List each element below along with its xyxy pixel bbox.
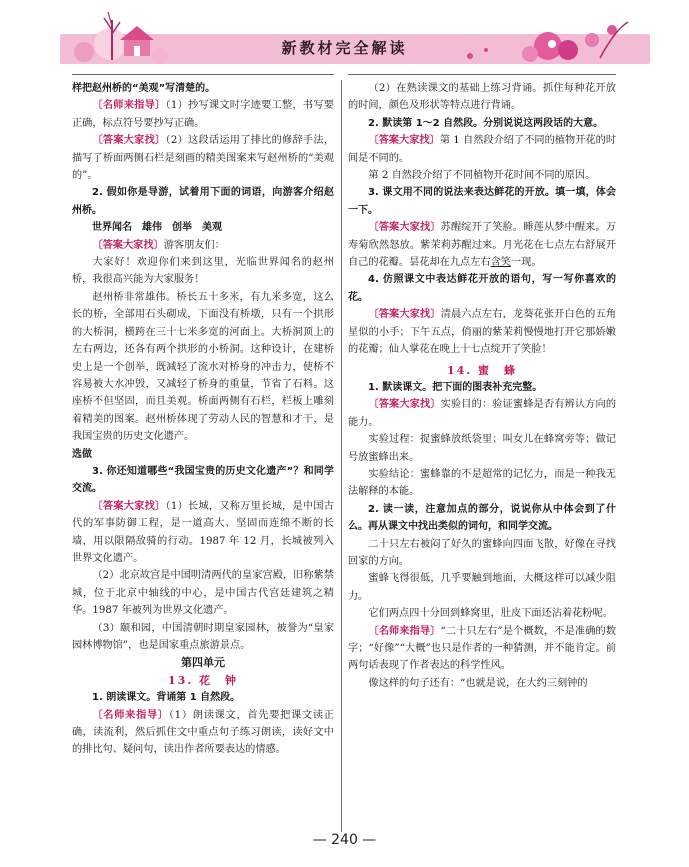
page-header [0, 0, 689, 80]
optional-label: 选做 [72, 448, 92, 460]
question-text: 1. 朗读课文。背诵第 1 自然段。 [92, 692, 241, 704]
teacher-guide-label: 〔名师来指导〕 [92, 100, 166, 112]
answer-text: 第 2 自然段介绍了不同植物开花时间不同的原因。 [368, 170, 596, 182]
answer-text: （3）颐和园，中国清朝时期皇家园林，被誉为“皇家园林博物馆”，也是国家重点旅游景点。 [72, 622, 334, 651]
question-text: 2. 假如你是导游，试着用下面的词语，向游客介绍赵州桥。 [72, 187, 334, 216]
rule-left [72, 74, 334, 75]
answer-text: 赵州桥非常雄伟。桥长五十多米，有九米多宽，这么长的桥，全部用石头砌成，下面没有桥墩，只有一个拱形的大桥洞，横跨在三十七米多宽的河面上。大桥洞顶上的左右两边，还各有两个拱形的小桥洞。这种设计，在建桥史上是一个创举，既减轻了流水对桥身的冲击力，使桥不容易被大水冲毁，又减轻了桥身的重量，节省了石料。这座桥不但坚固，而且美观。桥面两侧有石栏，栏板上雕刻着精美的图案。赵州桥体现了劳动人民的智慧和才干，是我国宝贵的历史文化遗产。 [72, 291, 334, 443]
answer-text: 清晨六点左右，龙葵花张开白色的五角星似的小手；下午五点，俏丽的紫茉莉慢慢地打开它那娇嫩的花瓣；仙人掌花在晚上十七点绽开了笑脸！ [348, 309, 617, 356]
answer-label: 〔答案大家找〕 [92, 135, 166, 147]
blank-answer: 含笑 [490, 257, 511, 269]
answer-block [348, 132, 616, 167]
answer-label: 〔答案大家找〕 [368, 399, 441, 411]
teacher-guide-label: 〔名师来指导〕 [368, 625, 441, 637]
answer-text: 第 1 自然段介绍了不同的植物开花的时间是不同的。 [348, 135, 617, 164]
lesson-title: 13. 花 钟 [168, 673, 238, 687]
answer-block [72, 97, 334, 132]
answer-text: （2）这段话运用了排比的修辞手法，描写了桥面两侧石栏是刻画的精美图案来写赵州桥的“美观的”。 [72, 135, 334, 182]
answer-text: （1）抄写课文时字迹要工整，书写要正确，标点符号要抄写正确。 [72, 100, 334, 129]
answer-label: 〔答案大家找〕 [368, 222, 441, 234]
answer-block [72, 132, 334, 184]
answer-text: （1）朗读课文，首先要把课文读正确，读流利，然后抓住文中重点句子练习朗读，读好文中的排比句、疑问句，读出作者所要表达的情感。 [72, 709, 334, 756]
answer-text: 实验目的：验证蜜蜂是否有辨认方向的能力。 [348, 399, 617, 428]
answer-block [72, 707, 334, 759]
column-divider [341, 80, 342, 832]
page-number: — 240 — [312, 832, 377, 848]
answer-text: “二十只左右”是个概数，不是准确的数字；“好像”“大概”也只是作者的一种猜测，并不能肯定。前两句话表现了作者表达的科学性风。 [348, 625, 616, 672]
left-column [72, 80, 334, 759]
header-title: 新教材完全解读 [281, 39, 408, 57]
teacher-guide-label: 〔名师来指导〕 [92, 709, 169, 721]
answer-label: 〔答案大家找〕 [368, 309, 441, 321]
unit-title: 第四单元 [181, 656, 225, 670]
answer-text: 大家好！欢迎你们来到这里，光临世界闻名的赵州桥，我很高兴能为大家服务！ [72, 257, 334, 286]
answer-text: 苏醒绽开了笑脸。睡莲从梦中醒来。万寿菊欣然怒放。紫茉莉苏醒过来。月光花在七点左右舒展开自己的花瓣。昙花却在九点左右 [348, 222, 617, 269]
answer-block [72, 498, 334, 568]
question-text: 1. 默读课文。把下面的图表补充完整。 [368, 381, 543, 393]
lesson-title: 14. 蜜 蜂 [447, 363, 517, 377]
question-text: 4. 仿照课文中表达鲜花开放的语句，写一写你喜欢的花。 [348, 274, 616, 303]
answer-block [348, 623, 616, 675]
answer-block [72, 237, 334, 254]
answer-text: 像这样的句子还有：“也就是说，在大约三刻钟的 [368, 677, 588, 689]
rule-right [348, 74, 616, 75]
answer-text: 一现。 [511, 257, 542, 269]
answer-text: 实验过程：捉蜜蜂放纸袋里；叫女儿在蜂窝旁等；做记号放蜜蜂出来。 [348, 434, 616, 463]
answer-text: （2）在熟读课文的基础上练习背诵。抓住每种花开放的时间，颜色及形状等特点进行背诵。 [348, 83, 616, 112]
answer-text: 蜜蜂飞得很低，几乎要触到地面，大概这样可以减少阻力。 [348, 573, 616, 602]
answer-label: 〔答案大家找〕 [368, 135, 440, 147]
answer-label: 〔答案大家找〕 [92, 500, 166, 512]
right-column [348, 80, 616, 692]
answer-block [348, 219, 616, 271]
answer-text: 它们两点四十分回到蜂窝里，肚皮下面还沾着花粉呢。 [368, 608, 613, 620]
answer-text: （1）长城，又称万里长城，是中国古代的军事防御工程，是一道高大、坚固而连绵不断的长墙，用以限隔敌骑的行动。1987 年 12 月，长城被列入世界文化遗产。 [72, 500, 334, 564]
answer-block [348, 306, 616, 358]
answer-label: 〔答案大家找〕 [92, 239, 164, 251]
question-text: 2. 默读第 1～2 自然段。分别说说这两段话的大意。 [368, 117, 604, 129]
question-text: 样把赵州桥的“美观”写清楚的。 [72, 83, 216, 94]
question-text: 3. 你还知道哪些“我国宝贵的历史文化遗产”？和同学交流。 [72, 465, 334, 495]
question-text: 3. 课文用不同的说法来表达鲜花的开放。填一填，体会一下。 [348, 187, 616, 216]
answer-text: 二十只左右被闷了好久的蜜蜂向四面飞散，好像在寻找回家的方向。 [348, 538, 616, 567]
answer-text: （2）北京故宫是中国明清两代的皇家宫殿，旧称紫禁城，位于北京中轴线的中心，是中国古代宫廷建筑之精华。1987 年被列为世界文化遗产。 [72, 570, 334, 617]
word-list: 世界闻名 雄伟 创举 美观 [92, 222, 222, 234]
answer-text: 游客朋友们： [163, 239, 225, 251]
answer-block [348, 396, 616, 431]
question-text: 2. 读一读，注意加点的部分，说说你从中体会到了什么。再从课文中找出类似的词句，和同学交流。 [348, 503, 616, 533]
answer-text: 实验结论：蜜蜂靠的不是超常的记忆力，而是一种我无法解释的本能。 [348, 468, 616, 498]
